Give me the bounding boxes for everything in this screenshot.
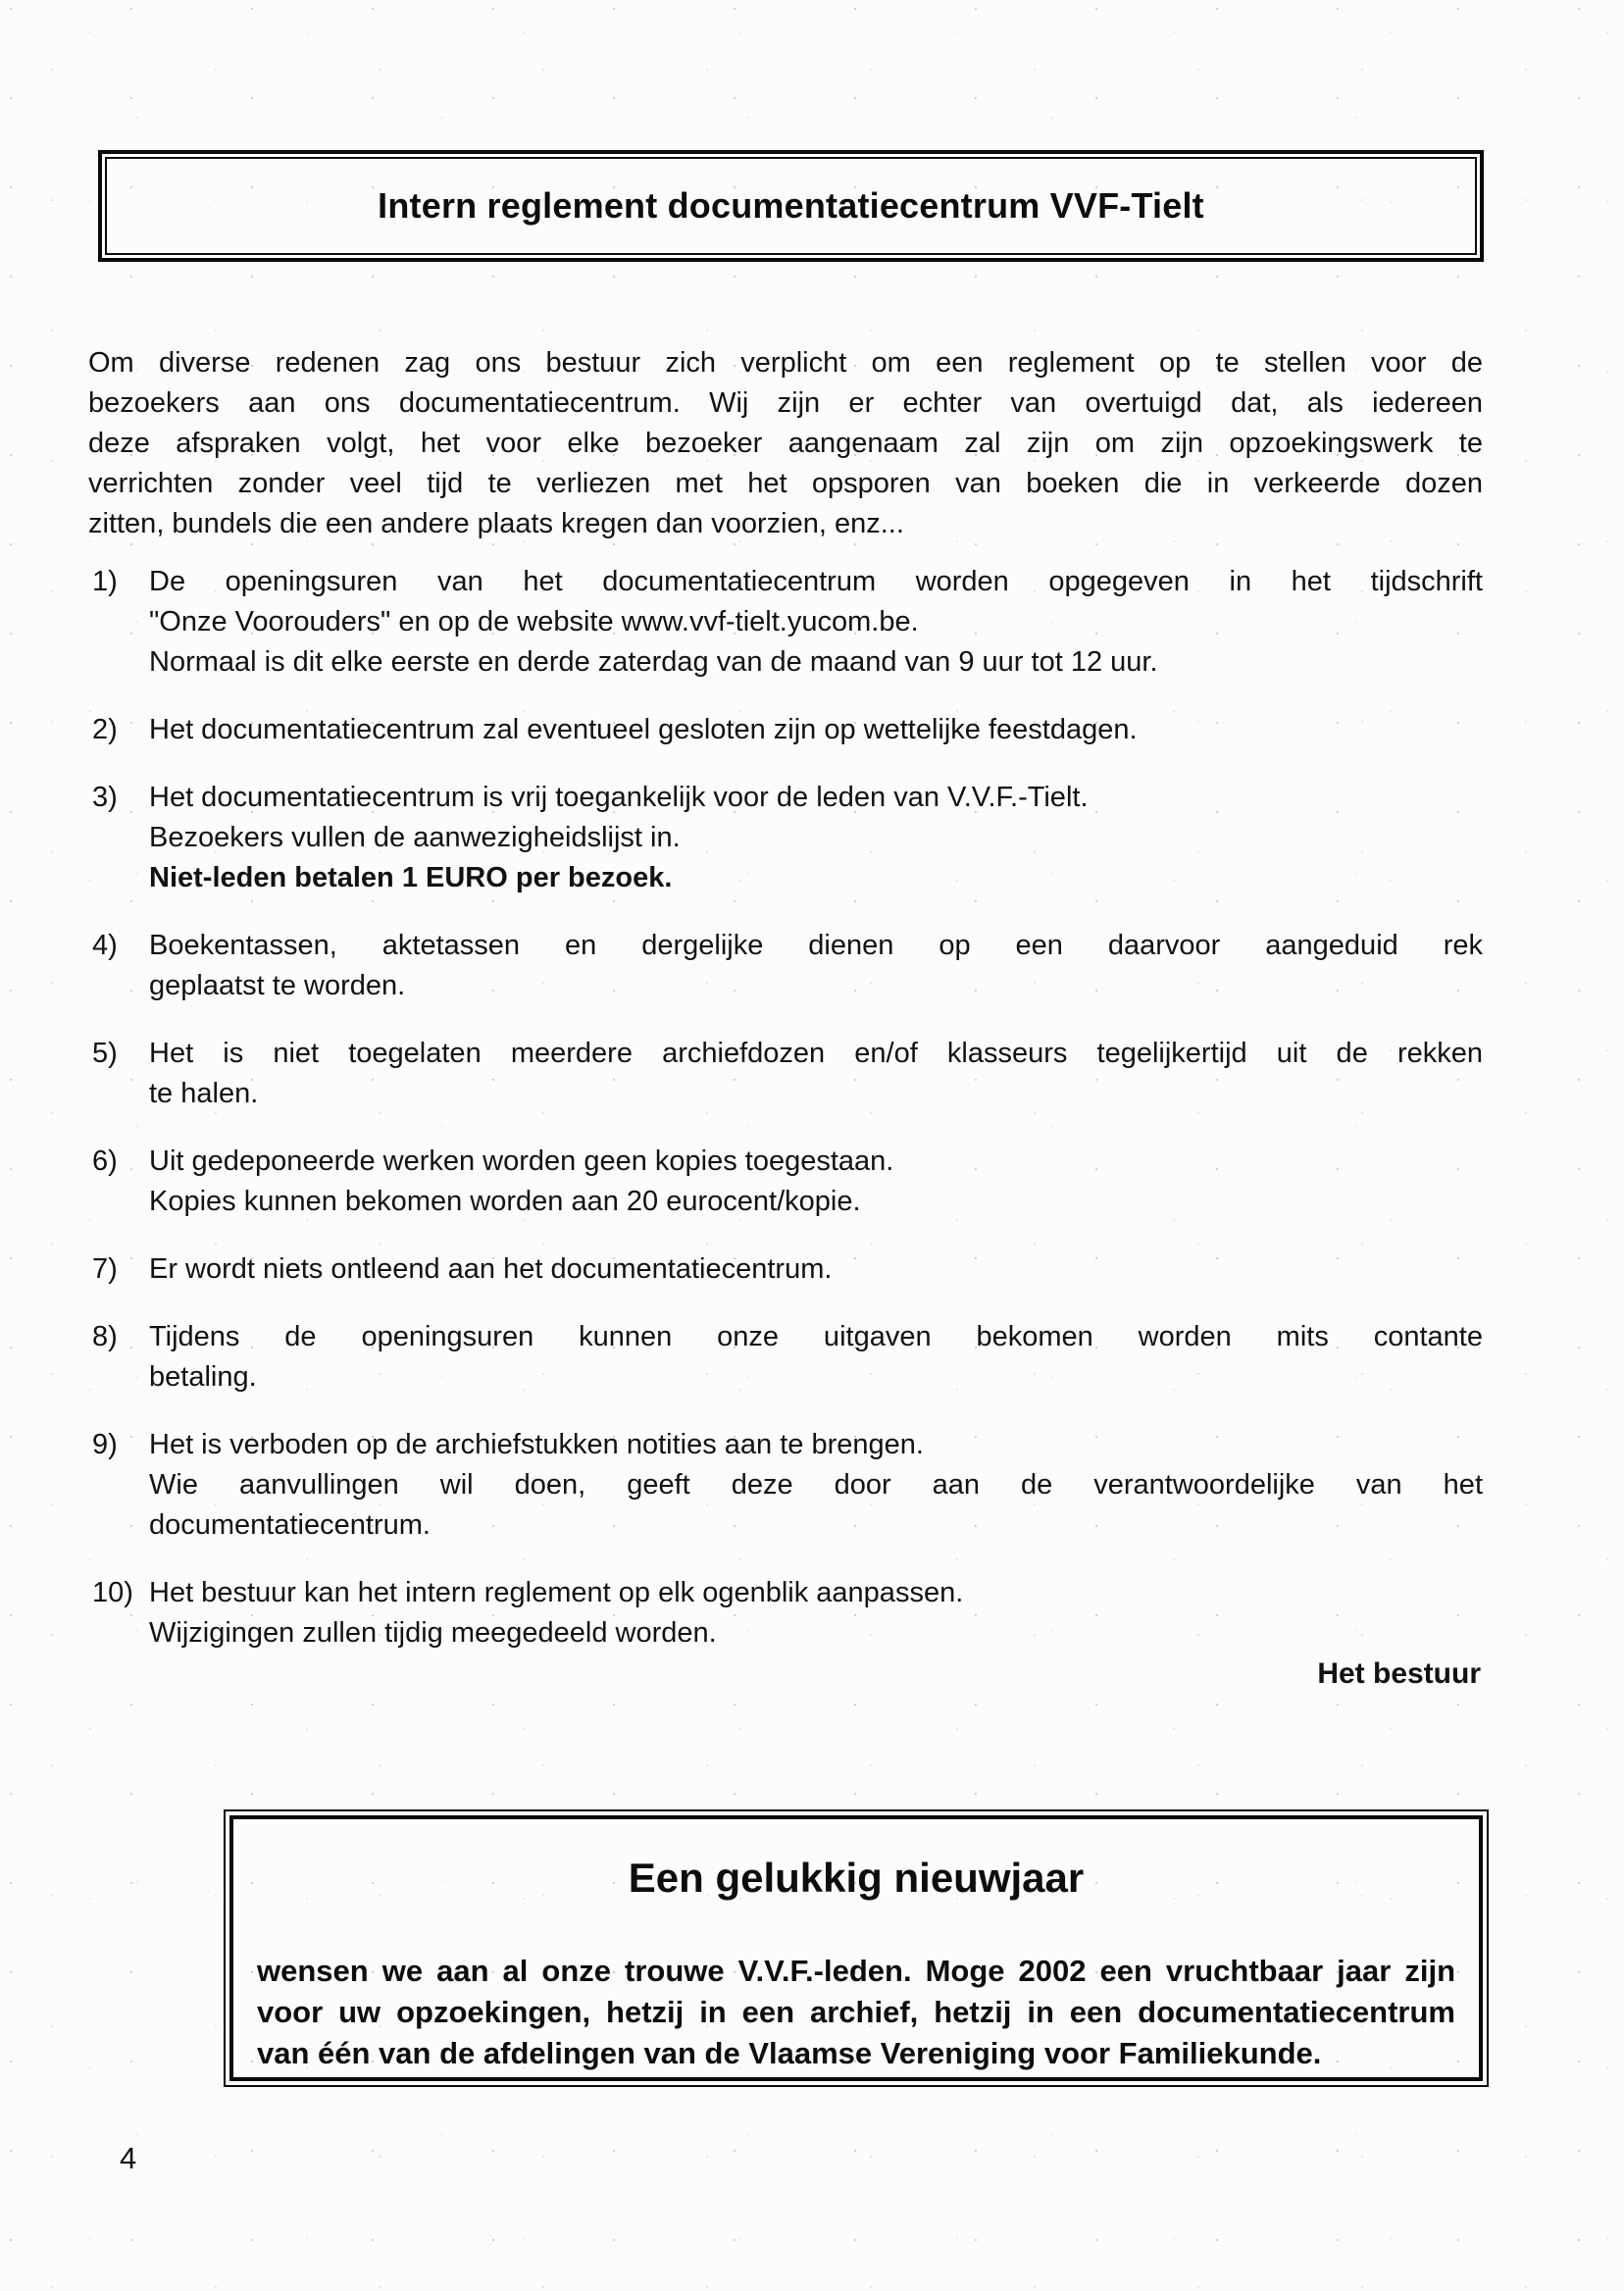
rule-item-6 — [88, 1142, 1483, 1222]
rule-item-2 — [88, 710, 1483, 750]
rule-line: Het bestuur kan het intern reglement op elk ogenblik aanpassen. — [149, 1577, 964, 1608]
rule-text — [149, 1034, 1483, 1114]
newyear-line: voor uw opzoekingen, hetzij in een archief, hetzij in een documentatiecentrum — [257, 1995, 1455, 2029]
rule-text — [149, 1142, 1483, 1222]
rule-number: 5) — [92, 1038, 118, 1069]
rule-line: Bezoekers vullen de aanwezigheidslijst in. — [149, 822, 681, 853]
rule-number: 9) — [92, 1429, 118, 1460]
rule-number: 10) — [92, 1577, 133, 1608]
rule-item-7 — [88, 1249, 1483, 1290]
intro-line: zitten, bundels die een andere plaats kregen dan voorzien, enz... — [88, 508, 904, 539]
page-title: Intern reglement documentatiecentrum VVF-Tielt — [378, 185, 1204, 226]
intro-line: Om diverse redenen zag ons bestuur zich verplicht om een reglement op te stellen voor de — [88, 347, 1483, 379]
intro-paragraph — [88, 343, 1483, 544]
rule-item-9 — [88, 1425, 1483, 1546]
rule-line: Normaal is dit elke eerste en derde zaterdag van de maand van 9 uur tot 12 uur. — [149, 646, 1158, 678]
rule-number: 1) — [92, 566, 118, 597]
rule-line: Het documentatiecentrum is vrij toegankelijk voor de leden van V.V.F.-Tielt. — [149, 782, 1089, 813]
rule-item-10 — [88, 1573, 1483, 1654]
rule-line: Er wordt niets ontleend aan het documentatiecentrum. — [149, 1253, 833, 1285]
rule-line: Het is niet toegelaten meerdere archiefdozen en/of klasseurs tegelijkertijd uit de rekken — [149, 1038, 1483, 1069]
intro-line: bezoekers aan ons documentatiecentrum. Wij zijn er echter van overtuigd dat, als iedereen — [88, 387, 1483, 419]
rule-item-1 — [88, 562, 1483, 683]
page-number: 4 — [120, 2141, 137, 2175]
newyear-title: Een gelukkig nieuwjaar — [628, 1855, 1085, 1901]
rule-line: Kopies kunnen bekomen worden aan 20 eurocent/kopie. — [149, 1186, 861, 1217]
rule-item-4 — [88, 926, 1483, 1006]
rule-text — [149, 1249, 1483, 1290]
rule-line: te halen. — [149, 1078, 259, 1109]
newyear-line: wensen we aan al onze trouwe V.V.F.-leden. Moge 2002 een vruchtbaar jaar zijn — [257, 1954, 1455, 1988]
rule-line: Wijzigingen zullen tijdig meegedeeld worden. — [149, 1617, 717, 1649]
rule-item-8 — [88, 1317, 1483, 1398]
rule-line: documentatiecentrum. — [149, 1509, 431, 1541]
rule-item-3 — [88, 778, 1483, 898]
rule-line: geplaatst te worden. — [149, 970, 406, 1001]
rule-text — [149, 710, 1483, 750]
title-box — [98, 150, 1484, 262]
intro-line: deze afspraken volgt, het voor elke bezoeker aangenaam zal zijn om zijn opzoekingswerk te — [88, 428, 1483, 459]
title-box-inner-border — [105, 157, 1477, 255]
rule-line: Niet-leden betalen 1 EURO per bezoek. — [149, 862, 673, 893]
rule-text — [149, 562, 1483, 683]
newyear-line: van één van de afdelingen van de Vlaamse Vereniging voor Familiekunde. — [257, 2036, 1322, 2070]
rule-number: 6) — [92, 1146, 118, 1177]
rule-number: 3) — [92, 782, 118, 813]
rule-line: Het documentatiecentrum zal eventueel gesloten zijn op wettelijke feestdagen. — [149, 714, 1138, 745]
rule-text — [149, 1573, 1483, 1654]
rule-text — [149, 1317, 1483, 1398]
rule-line: Het is verboden op de archiefstukken notities aan te brengen. — [149, 1429, 924, 1460]
rule-text — [149, 1425, 1483, 1546]
rule-line: Boekentassen, aktetassen en dergelijke dienen op een daarvoor aangeduid rek — [149, 930, 1483, 961]
newyear-box-inner-border — [229, 1815, 1483, 2081]
rule-line: De openingsuren van het documentatiecentrum worden opgegeven in het tijdschrift — [149, 566, 1483, 597]
signature: Het bestuur — [1317, 1657, 1481, 1690]
rule-line: "Onze Voorouders" en op de website www.vvf-tielt.yucom.be. — [149, 606, 919, 637]
rule-text — [149, 778, 1483, 898]
rule-item-5 — [88, 1034, 1483, 1114]
newyear-box — [224, 1809, 1489, 2087]
rule-line: Uit gedeponeerde werken worden geen kopies toegestaan. — [149, 1146, 894, 1177]
rule-line: Wie aanvullingen wil doen, geeft deze door aan de verantwoordelijke van het — [149, 1469, 1483, 1501]
rule-line: Tijdens de openingsuren kunnen onze uitgaven bekomen worden mits contante — [149, 1321, 1483, 1352]
rule-number: 4) — [92, 930, 118, 961]
intro-line: verrichten zonder veel tijd te verliezen met het opsporen van boeken die in verkeerde dozen — [88, 468, 1483, 499]
rule-line: betaling. — [149, 1361, 257, 1393]
rule-number: 2) — [92, 714, 118, 745]
newyear-body — [257, 1951, 1455, 2074]
document-body — [88, 343, 1483, 1694]
rule-number: 7) — [92, 1253, 118, 1285]
rules-list — [88, 562, 1483, 1654]
rule-number: 8) — [92, 1321, 118, 1352]
rule-text — [149, 926, 1483, 1006]
